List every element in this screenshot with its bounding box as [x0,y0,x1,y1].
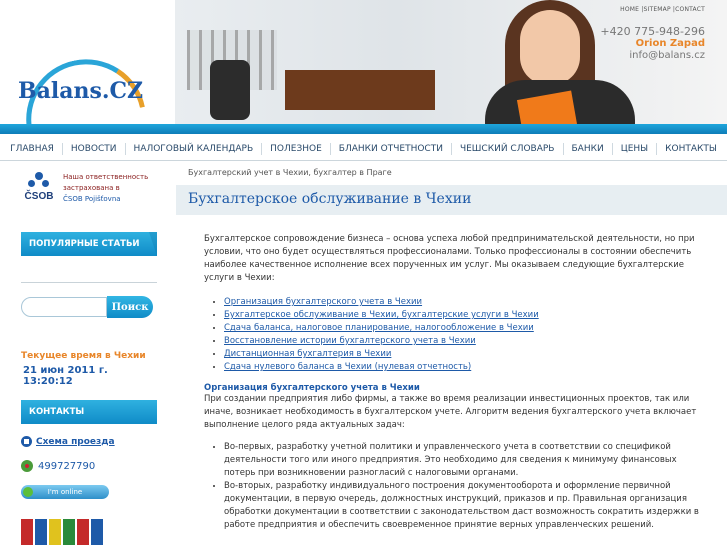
search-button[interactable]: Поиск [107,296,153,318]
page-title: Бухгалтерское обслуживание в Чехии [188,191,472,207]
list-item [224,309,707,322]
service-link[interactable]: Сдача нулевого баланса в Чехии (нулевая отчетность) [224,362,472,372]
search-input[interactable] [21,297,107,317]
csob-text [63,172,148,205]
nav-item-home[interactable]: ГЛАВНАЯ [2,143,63,155]
popular-articles-heading: ПОПУЛЯРНЫЕ СТАТЬИ [21,232,157,256]
route-row [21,436,157,447]
services-list [204,296,707,374]
main-nav [0,137,727,161]
icq-flower-icon [21,460,33,472]
header-photo [175,0,727,130]
article-body [176,233,727,532]
contacts-heading: КОНТАКТЫ [21,400,157,424]
csob-banner[interactable] [21,172,157,216]
section-paragraph: При создании предприятия либо фирмы, а также во время реализации инвестиционных проектов, так или иначе, возникает необходимость в бухгалтерском учете. Алгоритм ведения бухгалтерского учета включает выполнение целого ряда актуальных задач: [204,394,697,430]
nav-item-banks[interactable]: БАНКИ [564,143,613,155]
sidebar-divider [21,282,157,283]
sidebar [21,172,157,545]
service-link[interactable]: Дистанционная бухгалтерия в Чехии [224,349,392,359]
breadcrumb: Бухгалтерский учет в Чехии, бухгалтер в Праге [188,168,392,177]
list-item: • Во-вторых, разработку индивидуального построения документооборота и оформление первичной документации, в первую очередь, должностных инструкций, приказов и пр. Правильная организация обработки документации в соответствии с законодательством даст возможность сократить издержки в работе предприятия и обеспечить своевременное принятие верных управленческих решений. [224,480,707,532]
list-item: • Во-первых, разработку учетной политики и управленческого учета в соответствии со спецификой деятельности того или иного предприятия. Это необходимо для сведения к минимуму финансовых потерь при возникновении разногласий с налоговыми органами. [224,441,707,480]
csob-wordmark: ČSOB [24,191,54,202]
site-logo[interactable] [18,60,158,110]
icq-number[interactable]: 499727790 [38,460,96,472]
csob-line2: застрахована в [63,184,120,192]
tasks-list [204,441,707,532]
online-status-badge[interactable]: I'm online [21,485,109,499]
top-links[interactable]: HOME |SITEMAP |CONTACT [620,6,705,13]
header-office: Orion Zapad [635,38,705,49]
section-title: Организация бухгалтерского учета в Чехии [204,383,420,393]
time-value: 21 июн 2011 г. 13:20:12 [23,365,108,387]
route-link[interactable]: Схема проезда [36,436,115,447]
header-band [0,124,727,134]
service-link[interactable]: Восстановление истории бухгалтерского учета в Чехии [224,336,476,346]
header [0,0,727,130]
nav-item-prices[interactable]: ЦЕНЫ [613,143,657,155]
home-icon [21,436,32,447]
intro-paragraph: Бухгалтерское сопровождение бизнеса – основа успеха любой предпринимательской деятельности, но при условии, что оно будет осуществляться профессионалами. Только профессионалы в состоянии обеспечить наиболее качественное исполнение всех порученных им услуг. Мы оказываем следующие бухгалтерские услуги в Чехии: [204,234,695,283]
nav-item-tax-calendar[interactable]: НАЛОГОВЫЙ КАЛЕНДАРЬ [126,143,263,155]
page-title-bar [176,185,727,215]
nav-item-dictionary[interactable]: ЧЕШСКИЙ СЛОВАРЬ [452,143,564,155]
nav-item-forms[interactable]: БЛАНКИ ОТЧЕТНОСТИ [331,143,452,155]
nav-item-useful[interactable]: ПОЛЕЗНОЕ [262,143,331,155]
service-link[interactable]: Организация бухгалтерского учета в Чехии [224,297,423,307]
list-item [224,335,707,348]
service-link[interactable]: Сдача баланса, налоговое планирование, налогообложение в Чехии [224,323,534,333]
header-email[interactable]: info@balans.cz [629,50,705,61]
csob-line3: ČSOB Pojišťovna [63,195,121,203]
csob-mark-icon [26,172,52,190]
csob-logo [21,172,57,202]
icq-row [21,460,157,472]
logo-text: Balans.CZ [18,78,144,104]
service-link[interactable]: Бухгалтерское обслуживание в Чехии, бухгалтерские услуги в Чехии [224,310,539,320]
search-form [21,296,157,318]
header-phone: +420 775-948-296 [600,25,705,38]
list-item [224,296,707,309]
list-item [224,361,707,374]
csob-line1: Наша ответственность [63,173,149,181]
time-label: Текущее время в Чехии [21,351,146,361]
main-content [176,165,727,532]
header-contacts [600,26,705,62]
binders-image [21,519,157,545]
list-item [224,322,707,335]
nav-item-contacts[interactable]: КОНТАКТЫ [665,143,717,154]
list-item [224,348,707,361]
nav-item-news[interactable]: НОВОСТИ [63,143,126,155]
